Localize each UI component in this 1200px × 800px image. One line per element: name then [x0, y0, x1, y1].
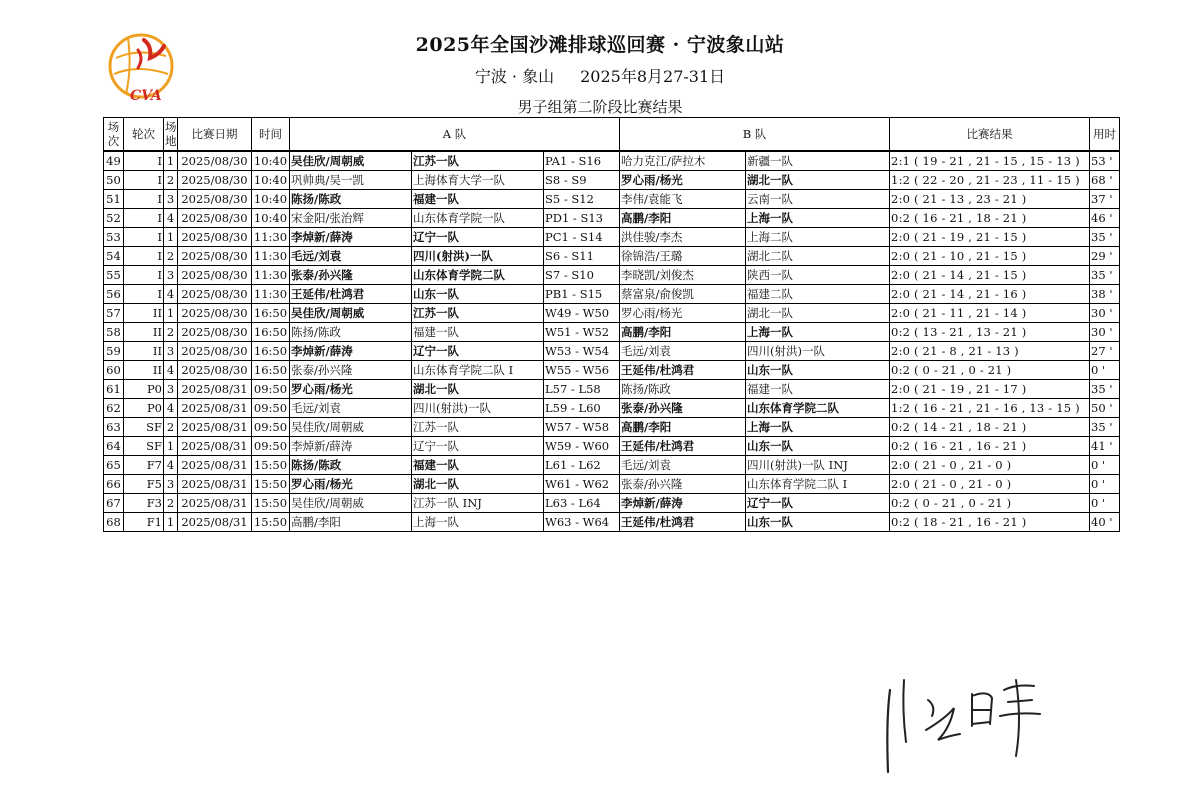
court-cell: 3 — [164, 266, 178, 285]
match-no-cell: 51 — [104, 190, 124, 209]
time-cell: 10:40 — [252, 171, 290, 190]
match-no-cell: 56 — [104, 285, 124, 304]
table-row — [104, 437, 1120, 456]
team-a-name-cell: 福建一队 — [412, 323, 544, 342]
match-no-cell: 61 — [104, 380, 124, 399]
team-b-name-cell: 山东体育学院二队 — [746, 399, 890, 418]
seeding-cell: S7 - S10 — [544, 266, 620, 285]
seeding-cell: S6 - S11 — [544, 247, 620, 266]
table-row — [104, 456, 1120, 475]
team-a-name-cell: 江苏一队 — [412, 418, 544, 437]
match-no-cell: 54 — [104, 247, 124, 266]
round-cell: II — [124, 304, 164, 323]
team-a-players-cell: 陈扬/陈政 — [290, 323, 412, 342]
team-a-name-cell: 江苏一队 — [412, 304, 544, 323]
time-cell: 10:40 — [252, 209, 290, 228]
match-result-cell: 2:0 ( 21 - 19 , 21 - 15 ) — [890, 228, 1090, 247]
court-cell: 4 — [164, 285, 178, 304]
match-result-cell: 2:0 ( 21 - 11 , 21 - 14 ) — [890, 304, 1090, 323]
duration-cell: 53 ' — [1090, 151, 1120, 171]
time-cell: 09:50 — [252, 418, 290, 437]
team-b-players-cell: 张泰/孙兴隆 — [620, 399, 746, 418]
team-a-name-cell: 山东体育学院一队 — [412, 209, 544, 228]
team-b-name-cell: 山东一队 — [746, 361, 890, 380]
date-cell: 2025/08/30 — [178, 209, 252, 228]
court-cell: 2 — [164, 247, 178, 266]
header-duration: 用时 — [1090, 118, 1120, 152]
table-row — [104, 190, 1120, 209]
court-cell: 1 — [164, 513, 178, 532]
time-cell: 11:30 — [252, 266, 290, 285]
match-result-cell: 2:0 ( 21 - 0 , 21 - 0 ) — [890, 475, 1090, 494]
table-row — [104, 418, 1120, 437]
seeding-cell: W63 - W64 — [544, 513, 620, 532]
table-row — [104, 266, 1120, 285]
duration-cell: 29 ' — [1090, 247, 1120, 266]
round-cell: I — [124, 190, 164, 209]
date-cell: 2025/08/30 — [178, 247, 252, 266]
match-result-cell: 0:2 ( 16 - 21 , 18 - 21 ) — [890, 209, 1090, 228]
match-result-cell: 0:2 ( 0 - 21 , 0 - 21 ) — [890, 361, 1090, 380]
team-a-name-cell: 福建一队 — [412, 456, 544, 475]
duration-cell: 37 ' — [1090, 190, 1120, 209]
duration-cell: 0 ' — [1090, 456, 1120, 475]
duration-cell: 38 ' — [1090, 285, 1120, 304]
seeding-cell: PA1 - S16 — [544, 151, 620, 171]
team-a-name-cell: 湖北一队 — [412, 475, 544, 494]
date-cell: 2025/08/30 — [178, 304, 252, 323]
date-cell: 2025/08/30 — [178, 285, 252, 304]
date-cell: 2025/08/31 — [178, 513, 252, 532]
table-row — [104, 513, 1120, 532]
event-location-date — [0, 64, 1200, 87]
court-cell: 3 — [164, 475, 178, 494]
duration-cell: 0 ' — [1090, 494, 1120, 513]
team-a-players-cell: 高鹏/李阳 — [290, 513, 412, 532]
table-row — [104, 285, 1120, 304]
duration-cell: 40 ' — [1090, 513, 1120, 532]
signature — [876, 660, 1046, 780]
match-result-cell: 1:2 ( 22 - 20 , 21 - 23 , 11 - 15 ) — [890, 171, 1090, 190]
team-a-name-cell: 四川(射洪)一队 — [412, 247, 544, 266]
round-cell: SF — [124, 418, 164, 437]
date-cell: 2025/08/30 — [178, 190, 252, 209]
match-no-cell: 64 — [104, 437, 124, 456]
team-b-players-cell: 王延伟/杜鸿君 — [620, 361, 746, 380]
round-cell: II — [124, 323, 164, 342]
team-a-name-cell: 辽宁一队 — [412, 437, 544, 456]
seeding-cell: S5 - S12 — [544, 190, 620, 209]
team-b-name-cell: 辽宁一队 — [746, 494, 890, 513]
match-result-cell: 2:0 ( 21 - 19 , 21 - 17 ) — [890, 380, 1090, 399]
duration-cell: 30 ' — [1090, 323, 1120, 342]
time-cell: 16:50 — [252, 304, 290, 323]
round-cell: SF — [124, 437, 164, 456]
team-a-name-cell: 湖北一队 — [412, 380, 544, 399]
team-b-name-cell: 山东体育学院二队 I — [746, 475, 890, 494]
court-cell: 1 — [164, 304, 178, 323]
team-a-players-cell: 罗心雨/杨光 — [290, 380, 412, 399]
seeding-cell: L63 - L64 — [544, 494, 620, 513]
time-cell: 11:30 — [252, 247, 290, 266]
round-cell: II — [124, 361, 164, 380]
team-a-name-cell: 山东体育学院二队 — [412, 266, 544, 285]
court-cell: 3 — [164, 380, 178, 399]
team-b-players-cell: 哈力克江/萨拉木 — [620, 151, 746, 171]
duration-cell: 41 ' — [1090, 437, 1120, 456]
court-cell: 3 — [164, 342, 178, 361]
match-no-cell: 59 — [104, 342, 124, 361]
round-cell: F7 — [124, 456, 164, 475]
team-a-players-cell: 李焯新/薛涛 — [290, 437, 412, 456]
team-b-name-cell: 上海一队 — [746, 209, 890, 228]
team-a-name-cell: 山东体育学院二队 I — [412, 361, 544, 380]
round-cell: I — [124, 266, 164, 285]
table-row — [104, 151, 1120, 171]
match-no-cell: 62 — [104, 399, 124, 418]
date-cell: 2025/08/31 — [178, 399, 252, 418]
team-b-players-cell: 毛远/刘袁 — [620, 456, 746, 475]
team-a-name-cell: 江苏一队 INJ — [412, 494, 544, 513]
date-cell: 2025/08/30 — [178, 342, 252, 361]
table-row — [104, 304, 1120, 323]
seeding-cell: W53 - W54 — [544, 342, 620, 361]
duration-cell: 50 ' — [1090, 399, 1120, 418]
table-row — [104, 228, 1120, 247]
match-result-cell: 0:2 ( 18 - 21 , 16 - 21 ) — [890, 513, 1090, 532]
team-b-players-cell: 罗心雨/杨光 — [620, 304, 746, 323]
header-court: 场 地 — [164, 118, 178, 152]
match-result-cell: 2:0 ( 21 - 14 , 21 - 16 ) — [890, 285, 1090, 304]
court-cell: 4 — [164, 399, 178, 418]
court-cell: 1 — [164, 228, 178, 247]
team-b-name-cell: 新疆一队 — [746, 151, 890, 171]
duration-cell: 0 ' — [1090, 361, 1120, 380]
team-a-players-cell: 罗心雨/杨光 — [290, 475, 412, 494]
team-b-name-cell: 福建二队 — [746, 285, 890, 304]
team-b-players-cell: 李伟/袁能飞 — [620, 190, 746, 209]
table-row — [104, 494, 1120, 513]
time-cell: 15:50 — [252, 456, 290, 475]
team-a-players-cell: 张泰/孙兴隆 — [290, 266, 412, 285]
team-a-players-cell: 李焯新/薛涛 — [290, 342, 412, 361]
team-a-players-cell: 李焯新/薛涛 — [290, 228, 412, 247]
team-b-name-cell: 上海一队 — [746, 418, 890, 437]
team-a-name-cell: 辽宁一队 — [412, 228, 544, 247]
team-b-players-cell: 罗心雨/杨光 — [620, 171, 746, 190]
match-result-cell: 2:0 ( 21 - 0 , 21 - 0 ) — [890, 456, 1090, 475]
match-result-cell: 2:0 ( 21 - 8 , 21 - 13 ) — [890, 342, 1090, 361]
header-round: 轮次 — [124, 118, 164, 152]
time-cell: 15:50 — [252, 494, 290, 513]
court-cell: 2 — [164, 418, 178, 437]
team-b-players-cell: 洪佳骏/李杰 — [620, 228, 746, 247]
match-no-cell: 49 — [104, 151, 124, 171]
duration-cell: 35 ' — [1090, 228, 1120, 247]
team-a-players-cell: 王延伟/杜鸿君 — [290, 285, 412, 304]
date-cell: 2025/08/30 — [178, 323, 252, 342]
match-no-cell: 53 — [104, 228, 124, 247]
header-time: 时间 — [252, 118, 290, 152]
team-a-name-cell: 江苏一队 — [412, 151, 544, 171]
duration-cell: 46 ' — [1090, 209, 1120, 228]
team-b-players-cell: 张泰/孙兴隆 — [620, 475, 746, 494]
match-no-cell: 57 — [104, 304, 124, 323]
header-team-a: A 队 — [290, 118, 620, 152]
duration-cell: 35 ' — [1090, 266, 1120, 285]
team-b-players-cell: 陈扬/陈政 — [620, 380, 746, 399]
time-cell: 09:50 — [252, 437, 290, 456]
round-cell: P0 — [124, 380, 164, 399]
team-b-name-cell: 山东一队 — [746, 437, 890, 456]
seeding-cell: L61 - L62 — [544, 456, 620, 475]
duration-cell: 35 ' — [1090, 380, 1120, 399]
court-cell: 2 — [164, 494, 178, 513]
team-b-players-cell: 毛远/刘袁 — [620, 342, 746, 361]
match-no-cell: 55 — [104, 266, 124, 285]
team-b-name-cell: 四川(射洪)一队 — [746, 342, 890, 361]
team-b-players-cell: 高鹏/李阳 — [620, 418, 746, 437]
match-no-cell: 66 — [104, 475, 124, 494]
table-row — [104, 171, 1120, 190]
header-match: 场 次 — [104, 118, 124, 152]
court-cell: 4 — [164, 209, 178, 228]
duration-cell: 0 ' — [1090, 475, 1120, 494]
seeding-cell: L59 - L60 — [544, 399, 620, 418]
table-row — [104, 475, 1120, 494]
duration-cell: 30 ' — [1090, 304, 1120, 323]
event-dates: 2025年8月27-31日 — [580, 67, 726, 86]
table-row — [104, 209, 1120, 228]
team-a-players-cell: 陈扬/陈政 — [290, 190, 412, 209]
match-result-cell: 1:2 ( 16 - 21 , 21 - 16 , 13 - 15 ) — [890, 399, 1090, 418]
team-b-players-cell: 高鹏/李阳 — [620, 323, 746, 342]
table-row — [104, 342, 1120, 361]
match-result-cell: 2:0 ( 21 - 13 , 23 - 21 ) — [890, 190, 1090, 209]
match-result-cell: 2:0 ( 21 - 10 , 21 - 15 ) — [890, 247, 1090, 266]
table-row — [104, 323, 1120, 342]
team-b-name-cell: 云南一队 — [746, 190, 890, 209]
round-cell: I — [124, 228, 164, 247]
date-cell: 2025/08/31 — [178, 380, 252, 399]
date-cell: 2025/08/30 — [178, 151, 252, 171]
team-b-players-cell: 李焯新/薛涛 — [620, 494, 746, 513]
team-b-name-cell: 上海一队 — [746, 323, 890, 342]
match-no-cell: 63 — [104, 418, 124, 437]
team-b-name-cell: 陕西一队 — [746, 266, 890, 285]
seeding-cell: PC1 - S14 — [544, 228, 620, 247]
time-cell: 16:50 — [252, 342, 290, 361]
match-no-cell: 67 — [104, 494, 124, 513]
team-a-name-cell: 四川(射洪)一队 — [412, 399, 544, 418]
round-cell: I — [124, 171, 164, 190]
time-cell: 15:50 — [252, 475, 290, 494]
round-cell: I — [124, 285, 164, 304]
match-no-cell: 50 — [104, 171, 124, 190]
match-no-cell: 52 — [104, 209, 124, 228]
court-cell: 2 — [164, 323, 178, 342]
results-table — [103, 117, 1120, 532]
round-cell: F1 — [124, 513, 164, 532]
date-cell: 2025/08/31 — [178, 437, 252, 456]
team-b-players-cell: 徐锦浩/王璐 — [620, 247, 746, 266]
team-a-players-cell: 宋金阳/张治辉 — [290, 209, 412, 228]
location: 宁波 · 象山 — [474, 67, 555, 86]
round-cell: I — [124, 209, 164, 228]
team-a-players-cell: 张泰/孙兴隆 — [290, 361, 412, 380]
round-cell: II — [124, 342, 164, 361]
match-result-cell: 2:0 ( 21 - 14 , 21 - 15 ) — [890, 266, 1090, 285]
match-result-cell: 0:2 ( 13 - 21 , 13 - 21 ) — [890, 323, 1090, 342]
time-cell: 16:50 — [252, 323, 290, 342]
date-cell: 2025/08/30 — [178, 228, 252, 247]
team-b-players-cell: 蔡富泉/俞俊凯 — [620, 285, 746, 304]
time-cell: 15:50 — [252, 513, 290, 532]
round-cell: I — [124, 151, 164, 171]
match-result-cell: 2:1 ( 19 - 21 , 21 - 15 , 15 - 13 ) — [890, 151, 1090, 171]
seeding-cell: W59 - W60 — [544, 437, 620, 456]
match-no-cell: 65 — [104, 456, 124, 475]
team-b-name-cell: 四川(射洪)一队 INJ — [746, 456, 890, 475]
table-row — [104, 361, 1120, 380]
round-cell: F3 — [124, 494, 164, 513]
date-cell: 2025/08/30 — [178, 266, 252, 285]
court-cell: 2 — [164, 171, 178, 190]
match-result-cell: 0:2 ( 14 - 21 , 18 - 21 ) — [890, 418, 1090, 437]
team-b-name-cell: 湖北一队 — [746, 304, 890, 323]
date-cell: 2025/08/31 — [178, 475, 252, 494]
team-a-players-cell: 毛远/刘袁 — [290, 247, 412, 266]
team-a-players-cell: 陈扬/陈政 — [290, 456, 412, 475]
match-result-cell: 0:2 ( 16 - 21 , 16 - 21 ) — [890, 437, 1090, 456]
team-a-name-cell: 山东一队 — [412, 285, 544, 304]
time-cell: 09:50 — [252, 380, 290, 399]
time-cell: 10:40 — [252, 190, 290, 209]
team-b-name-cell: 湖北一队 — [746, 171, 890, 190]
seeding-cell: W49 - W50 — [544, 304, 620, 323]
page-title: 2025年全国沙滩排球巡回赛 · 宁波象山站 — [415, 34, 785, 56]
team-a-name-cell: 福建一队 — [412, 190, 544, 209]
court-cell: 1 — [164, 437, 178, 456]
round-cell: P0 — [124, 399, 164, 418]
court-cell: 3 — [164, 190, 178, 209]
time-cell: 09:50 — [252, 399, 290, 418]
team-b-name-cell: 湖北二队 — [746, 247, 890, 266]
match-no-cell: 58 — [104, 323, 124, 342]
date-cell: 2025/08/31 — [178, 456, 252, 475]
seeding-cell: W51 - W52 — [544, 323, 620, 342]
team-b-players-cell: 王延伟/杜鸿君 — [620, 513, 746, 532]
time-cell: 16:50 — [252, 361, 290, 380]
match-result-cell: 0:2 ( 0 - 21 , 0 - 21 ) — [890, 494, 1090, 513]
team-a-players-cell: 巩帅典/吴一凯 — [290, 171, 412, 190]
court-cell: 4 — [164, 456, 178, 475]
team-a-name-cell: 上海体育大学一队 — [412, 171, 544, 190]
team-b-name-cell: 山东一队 — [746, 513, 890, 532]
svg-text:CVA: CVA — [130, 88, 162, 104]
team-a-players-cell: 吴佳欣/周朝威 — [290, 304, 412, 323]
table-row — [104, 399, 1120, 418]
table-row — [104, 380, 1120, 399]
team-a-name-cell: 辽宁一队 — [412, 342, 544, 361]
seeding-cell: W57 - W58 — [544, 418, 620, 437]
team-a-name-cell: 上海一队 — [412, 513, 544, 532]
date-cell: 2025/08/30 — [178, 171, 252, 190]
match-no-cell: 60 — [104, 361, 124, 380]
round-cell: F5 — [124, 475, 164, 494]
page-subtitle: 男子组第二阶段比赛结果 — [517, 98, 683, 116]
team-a-players-cell: 毛远/刘袁 — [290, 399, 412, 418]
round-cell: I — [124, 247, 164, 266]
time-cell: 11:30 — [252, 285, 290, 304]
date-cell: 2025/08/30 — [178, 361, 252, 380]
team-b-players-cell: 李晓凯/刘俊杰 — [620, 266, 746, 285]
seeding-cell: PB1 - S15 — [544, 285, 620, 304]
time-cell: 10:40 — [252, 151, 290, 171]
time-cell: 11:30 — [252, 228, 290, 247]
court-cell: 1 — [164, 151, 178, 171]
court-cell: 4 — [164, 361, 178, 380]
table-row — [104, 247, 1120, 266]
seeding-cell: W61 - W62 — [544, 475, 620, 494]
header-date: 比赛日期 — [178, 118, 252, 152]
duration-cell: 68 ' — [1090, 171, 1120, 190]
duration-cell: 27 ' — [1090, 342, 1120, 361]
seeding-cell: S8 - S9 — [544, 171, 620, 190]
seeding-cell: W55 - W56 — [544, 361, 620, 380]
team-b-players-cell: 王延伟/杜鸿君 — [620, 437, 746, 456]
date-cell: 2025/08/31 — [178, 418, 252, 437]
team-b-name-cell: 福建一队 — [746, 380, 890, 399]
header-team-b: B 队 — [620, 118, 890, 152]
match-no-cell: 68 — [104, 513, 124, 532]
header-result: 比赛结果 — [890, 118, 1090, 152]
team-a-players-cell: 吴佳欣/周朝威 — [290, 418, 412, 437]
seeding-cell: L57 - L58 — [544, 380, 620, 399]
seeding-cell: PD1 - S13 — [544, 209, 620, 228]
table-header-row — [104, 118, 1120, 152]
date-cell: 2025/08/31 — [178, 494, 252, 513]
duration-cell: 35 ' — [1090, 418, 1120, 437]
team-b-players-cell: 高鹏/李阳 — [620, 209, 746, 228]
team-a-players-cell: 吴佳欣/周朝威 — [290, 494, 412, 513]
team-b-name-cell: 上海二队 — [746, 228, 890, 247]
team-a-players-cell: 吴佳欣/周朝威 — [290, 151, 412, 171]
